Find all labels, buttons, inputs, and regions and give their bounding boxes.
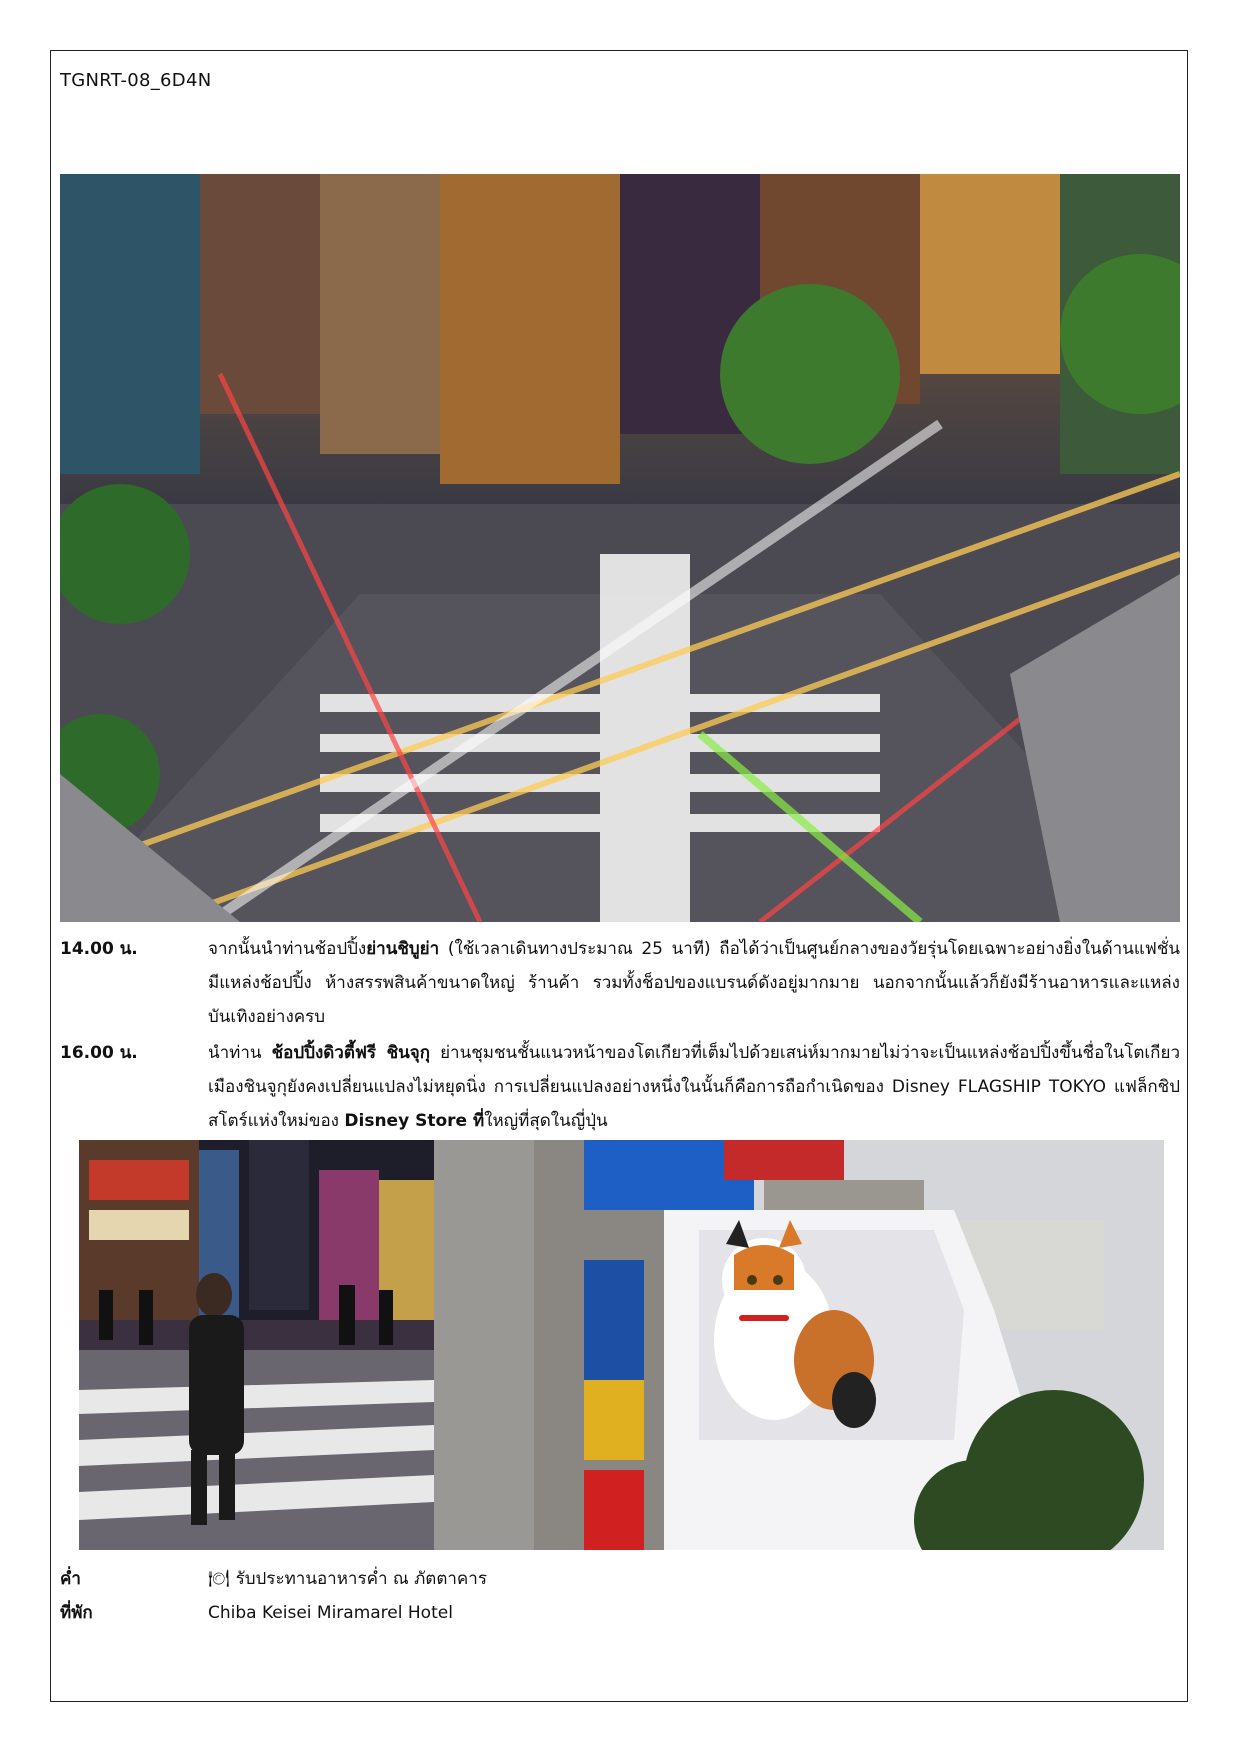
time-label: 14.00 น. — [60, 939, 138, 959]
place-name: ช้อปปิ้งดิวตี้ฟรี ชินจุกุ — [271, 1043, 431, 1063]
itinerary-description — [208, 1036, 1180, 1138]
shibuya-crossing-photo — [60, 174, 1180, 922]
dinner-row — [60, 1562, 1180, 1596]
text: ใหญ่ที่สุดในญี่ปุ่น — [484, 1111, 608, 1131]
itinerary-item-1400 — [60, 932, 1180, 1034]
tour-code: TGNRT-08_6D4N — [60, 70, 212, 91]
time-label: 16.00 น. — [60, 1043, 138, 1063]
dinner-label: ค่ำ — [60, 1569, 81, 1589]
place-name: ย่านชิบูย่า — [366, 939, 440, 959]
dinner-text: รับประทานอาหารค่ำ ณ ภัตตาคาร — [235, 1569, 487, 1589]
itinerary-description — [208, 932, 1180, 1034]
hotel-label: ที่พัก — [60, 1603, 93, 1623]
text: จากนั้นนำท่านช้อปปิ้ง — [208, 939, 367, 959]
text: นำท่าน — [208, 1043, 272, 1063]
hotel-name: Chiba Keisei Miramarel Hotel — [208, 1603, 453, 1623]
text: (ใช้เวลาเดินทางประมาณ 25 นาที) ถือได้ว่าเป็นศูนย์กลางของวัยรุ่นโดยเฉพาะอย่างยิ่งในด้านแฟชั่น มีแหล่งช้อปปิ้ง ห้างสรรพสินค้าขนาดใหญ่ ร้านค้า รวมทั้งช็อปของแบรนด์ดังอยู่มากมาย นอกจากนั้นแล้วก็ยังมีร้านอาหารและแหล่งบันเทิงอย่างครบ — [208, 939, 1180, 1027]
shinjuku-night-photo — [79, 1140, 434, 1550]
text: ย่านชุมชนชั้นแนวหน้าของโตเกียวที่เต็มไปด้วยเสน่ห์มากมายไม่ว่าจะเป็นแหล่งช้อปปิ้งขึ้นชื่อในโตเกียว เมืองชินจูกุยังคงเปลี่ยนแปลงไม่หยุดนิ่ง การเปลี่ยนแปลงอย่างหนึ่งในนั้นก็คือการถือกำเนิดของ Disney FLAGSHIP TOKYO แฟล็กชิปสโตร์แห่งใหม่ของ — [208, 1043, 1180, 1131]
store-name: Disney Store ที่ — [344, 1111, 485, 1131]
shinjuku-3d-cat-billboard-photo — [434, 1140, 1164, 1550]
hotel-row — [60, 1596, 1180, 1630]
itinerary-item-1600 — [60, 1036, 1180, 1138]
dinner-description — [208, 1562, 1180, 1596]
dining-icon: 🍽 — [208, 1569, 230, 1589]
